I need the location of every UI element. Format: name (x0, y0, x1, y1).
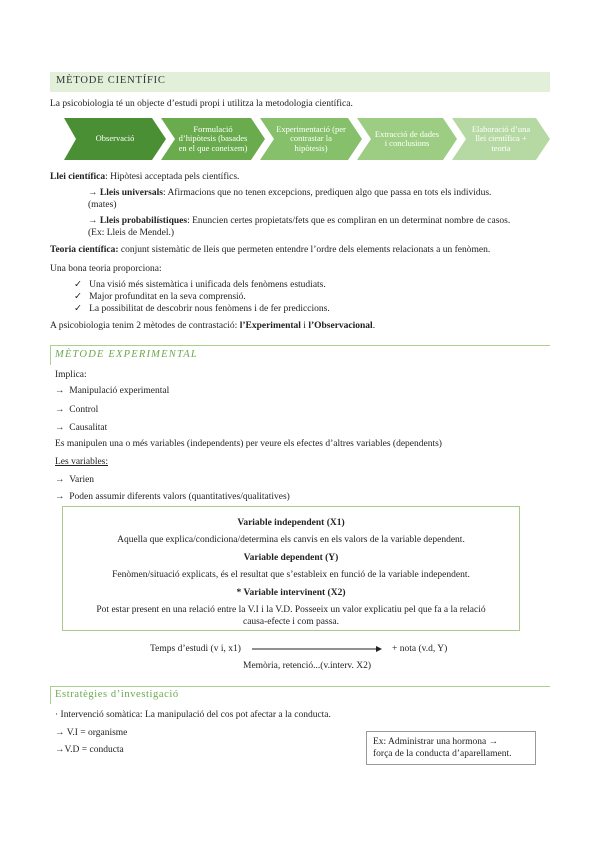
variables-item (55, 491, 290, 503)
process-step-label: Experimentació (per contrastar la hipòtesis) (276, 123, 346, 153)
vint-text-1: Pot estar present en una relació entre la V.I i la V.D. Posseeix un valor explicatiu pel que fa a la relació (96, 605, 486, 615)
process-step-2 (161, 118, 265, 160)
vint-text-2: causa-efecte i com passa. (242, 617, 339, 627)
vi-text: Aquella que explica/condiciona/determina els canvis en els valors de la variable dependent. (117, 535, 465, 545)
lleis-probabilistiques (88, 215, 510, 227)
arrow-icon: → (88, 216, 100, 226)
teoria-label: Teoria científica: (50, 245, 119, 255)
process-step-label: Elaboració d’una llei científica + teoria (471, 123, 531, 153)
llei-label: Llei científica (50, 172, 106, 182)
teoria-text: conjunt sistemàtic de lleis que permeten entendre l’ordre dels elements relacionats a un fenòmen. (118, 245, 491, 255)
arrow-icon: → (55, 728, 67, 738)
section-rule (50, 686, 550, 687)
section-rule-left (50, 345, 51, 365)
process-step-4 (357, 118, 457, 160)
metodes-text (50, 320, 375, 332)
metodes-post: . (372, 321, 376, 331)
lleis-probabilistiques-label: Lleis probabilístiques (99, 216, 188, 226)
variables-label: Les variables: (55, 457, 109, 467)
arrow-icon: → (55, 745, 65, 755)
vint-title (63, 587, 519, 599)
section-title-metode-experimental: MÈTODE EXPERIMENTAL (55, 349, 198, 360)
check-icon: ✓ (74, 280, 90, 290)
arrow-icon: → (55, 492, 70, 502)
variables-item (55, 474, 94, 486)
manipulen-text: Es manipulen una o més variables (independents) per veure els efectes d’altres variables (dependents) (55, 439, 442, 449)
process-step-label: Extracció de dades i conclusions (374, 128, 440, 148)
example-box (366, 731, 536, 765)
process-step-label: Observació (95, 133, 135, 144)
process-step-5 (452, 118, 550, 160)
arrow-icon: → (55, 475, 70, 485)
section-header-metode-cientific (50, 72, 550, 92)
section-title: MÈTODE CIENTÍFIC (56, 75, 166, 86)
example-below: Memòria, retenció...(v.interv. X2) (243, 661, 372, 671)
section-rule (50, 345, 550, 346)
bona-teoria-intro: Una bona teoria proporciona: (50, 264, 162, 274)
vi-title (63, 517, 519, 529)
vd-line-text: V.D = conducta (64, 745, 124, 755)
llei-cientifica (50, 171, 239, 183)
lleis-universals (88, 187, 491, 199)
process-step-label: Formulació d’hipòtesis (basades en el que coneixem) (178, 123, 248, 153)
vi-line (55, 727, 127, 739)
llei-text: : Hipòtesi acceptada pels científics. (105, 172, 240, 182)
teoria-cientifica (50, 244, 490, 256)
lleis-universals-text: : Afirmacions que no tenen excepcions, prediquen algo que passa en tots els individus. (162, 188, 492, 198)
metodes-pre: A psicobiologia tenim 2 mètodes de contrastació: (50, 321, 240, 331)
check-item (74, 303, 330, 315)
example-box-line-1: Ex: Administrar una hormona → (373, 737, 499, 747)
variables-item-text: Varien (69, 475, 95, 485)
example-box-line-2: força de la conducta d’aparellament. (373, 749, 512, 759)
section-rule-left (50, 686, 51, 704)
variables-item-text: Poden assumir diferents valors (quantitatives/qualitatives) (69, 492, 290, 502)
arrow-icon: → (55, 386, 70, 396)
vi-title-text: Variable independent (X1) (237, 518, 345, 528)
arrow-icon: → (55, 423, 70, 433)
vd-text: Fenòmen/situació explicats, és el resultat que s’estableix en funció de la variable independent. (112, 570, 470, 580)
metodes-experimental: l’Experimental (239, 321, 301, 331)
check-item-text: Una visió més sistemàtica i unificada dels fenòmens estudiats. (89, 280, 326, 290)
check-item (74, 279, 326, 291)
lleis-probabilistiques-note: (Ex: Lleis de Mendel.) (88, 228, 175, 238)
vd-title-text: Variable dependent (Y) (243, 553, 339, 563)
lleis-universals-note: (mates) (88, 200, 117, 210)
implica-item (55, 404, 98, 416)
process-step-3 (260, 118, 362, 160)
example-right: + nota (v.d, Y) (392, 644, 448, 654)
vd-title (63, 552, 519, 564)
metodes-mid: i (300, 321, 309, 331)
metodes-observacional: l’Observacional (308, 321, 373, 331)
implica-item-text: Control (69, 405, 99, 415)
check-item-text: Major profunditat en la seva comprensió. (89, 292, 246, 302)
check-item (74, 291, 246, 303)
arrow-icon: → (88, 188, 100, 198)
vint-title-text: * Variable intervinent (X2) (236, 588, 346, 598)
variables-box (62, 506, 520, 631)
check-icon: ✓ (74, 304, 90, 314)
lleis-universals-label: Lleis universals (99, 188, 163, 198)
implica-item (55, 422, 107, 434)
implica-item-text: Causalitat (69, 423, 108, 433)
check-icon: ✓ (74, 292, 90, 302)
implica-item (55, 385, 169, 397)
vd-line (55, 744, 124, 756)
example-left: Temps d’estudi (v i, x1) (150, 644, 241, 654)
process-step-1 (64, 118, 166, 160)
arrow-right-icon (252, 644, 382, 654)
vi-line-text: V.I = organisme (66, 728, 128, 738)
arrow-icon: → (55, 405, 70, 415)
intervencio-text: · Intervenció somàtica: La manipulació del cos pot afectar a la conducta. (55, 710, 331, 720)
section-title-estrategies: Estratègies d’investigació (55, 689, 179, 700)
implica-label: Implica: (55, 370, 87, 380)
intro-text: La psicobiologia té un objecte d’estudi propi i utilitza la metodologia científica. (50, 99, 353, 109)
implica-item-text: Manipulació experimental (69, 386, 170, 396)
lleis-probabilistiques-text: : Enuncien certes propietats/fets que es compliran en un determinat nombre de casos. (187, 216, 511, 226)
check-item-text: La possibilitat de descobrir nous fenòmens i de fer prediccions. (89, 304, 330, 314)
